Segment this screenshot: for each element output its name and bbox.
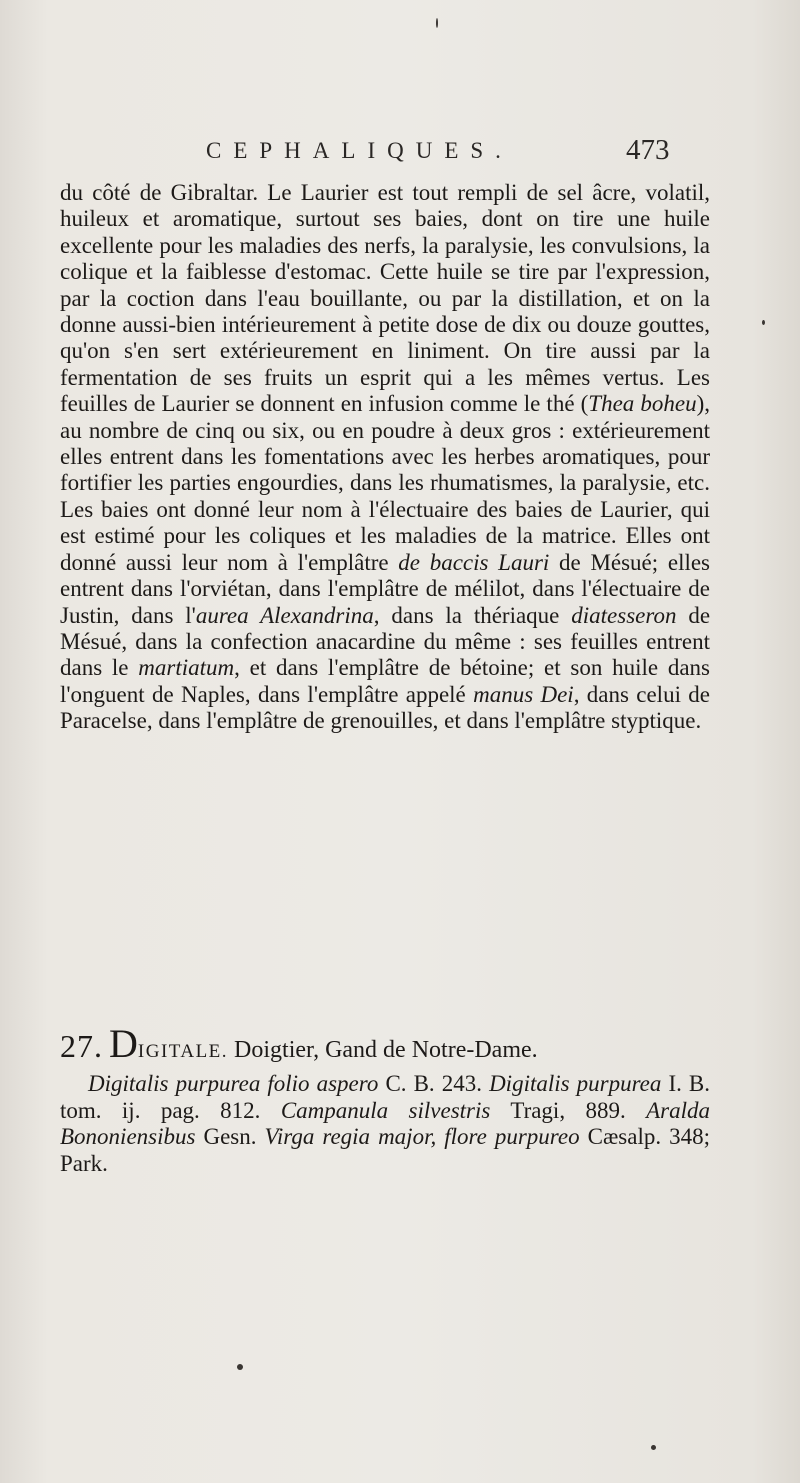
ink-speck xyxy=(237,1364,243,1370)
main-paragraph xyxy=(60,180,710,735)
synonym: Aralda Bononiensibus xyxy=(60,1097,710,1150)
reference: Gesn. xyxy=(203,1124,257,1150)
text-run: , dans la thériaque xyxy=(373,602,560,628)
entry-initial: D xyxy=(109,1021,138,1066)
ink-speck xyxy=(651,1445,656,1450)
synonym: Digitalis purpurea folio aspero xyxy=(88,1071,379,1097)
entry-title: IGITALE. xyxy=(137,1041,229,1062)
entry-digitale xyxy=(60,1021,711,1177)
page-number: 473 xyxy=(626,134,670,166)
italic-term: diatesseron xyxy=(571,602,677,628)
text-run: du côté de Gibraltar. Le Laurier est tout rempli de sel âcre, volatil, huileux et aromatique, surtout ses baies, dont on tire une huile excellente pour les maladies des nerfs, la paralysie, les convulsions, la colique et la faiblesse d'estomac. Cette huile se tire par l'expression, par la coction dans l'eau bouillante, ou par la distillation, et on la donne aussi-bien intérieurement à petite dose de dix ou douze gouttes, qu'on s'en sert extérieurement en liniment. On tire aussi par la fermentation de ses fruits un esprit qui a les mêmes vertus. Les feuilles de Laurier se donnent en infusion comme le thé ( xyxy=(60,180,710,417)
reference: I. B. tom. ij. pag. 812. xyxy=(60,1071,711,1123)
synonym: Digitalis purpurea xyxy=(489,1071,662,1097)
reference: Tragi, 889. xyxy=(510,1097,626,1123)
page-header xyxy=(206,134,670,174)
italic-term: aurea Alexandrina xyxy=(195,602,374,628)
text-run: de Mésué, dans la confection anacardine du même : ses feuilles entrent dans le xyxy=(60,602,711,681)
paragraph-laurier xyxy=(60,180,710,735)
text-run: ), au nombre de cinq ou six, ou en poudre à deux gros : extérieurement elles entrent dans les fomentations avec les herbes aromatiques, pour fortifier les parties engourdies, dans les rhumatismes, la paralysie, etc. Les baies ont donné leur nom à l'électuaire des baies de Laurier, qui est estimé pour les coliques et les maladies de la matrice. Elles ont donné aussi leur nom à l'emplâtre xyxy=(60,391,710,575)
italic-term: Thea boheu xyxy=(588,391,697,417)
entry-synonyms xyxy=(60,1071,710,1177)
entry-number: 27. xyxy=(60,1028,103,1064)
ink-speck xyxy=(436,18,438,28)
entry-common-names: Doigtier, Gand de Notre-Dame. xyxy=(234,1037,538,1063)
italic-term: martiatum xyxy=(138,655,235,681)
synonym: Campanula silvestris xyxy=(280,1097,491,1123)
italic-term: de baccis Lauri xyxy=(398,549,550,575)
reference: Cæsalp. 348; Park. xyxy=(60,1124,710,1176)
text-run: de Mésué; elles entrent dans l'orviétan, dans l'emplâtre de mélilot, dans l'électuaire de Justin, dans l' xyxy=(60,549,711,628)
text-run: , dans celui de Paracelse, dans l'emplâtre de grenouilles, et dans l'emplâtre styptique. xyxy=(60,681,710,734)
italic-term: manus Dei xyxy=(473,681,574,707)
reference: C. B. 243. xyxy=(385,1071,482,1097)
ink-speck xyxy=(762,320,765,325)
entry-heading xyxy=(60,1021,710,1066)
synonym: Virga regia major, flore purpureo xyxy=(264,1124,580,1150)
running-head: CEPHALIQUES. xyxy=(206,138,513,163)
text-run: , et dans l'emplâtre de bétoine; et son huile dans l'onguent de Naples, dans l'emplâtre appelé xyxy=(60,655,710,707)
